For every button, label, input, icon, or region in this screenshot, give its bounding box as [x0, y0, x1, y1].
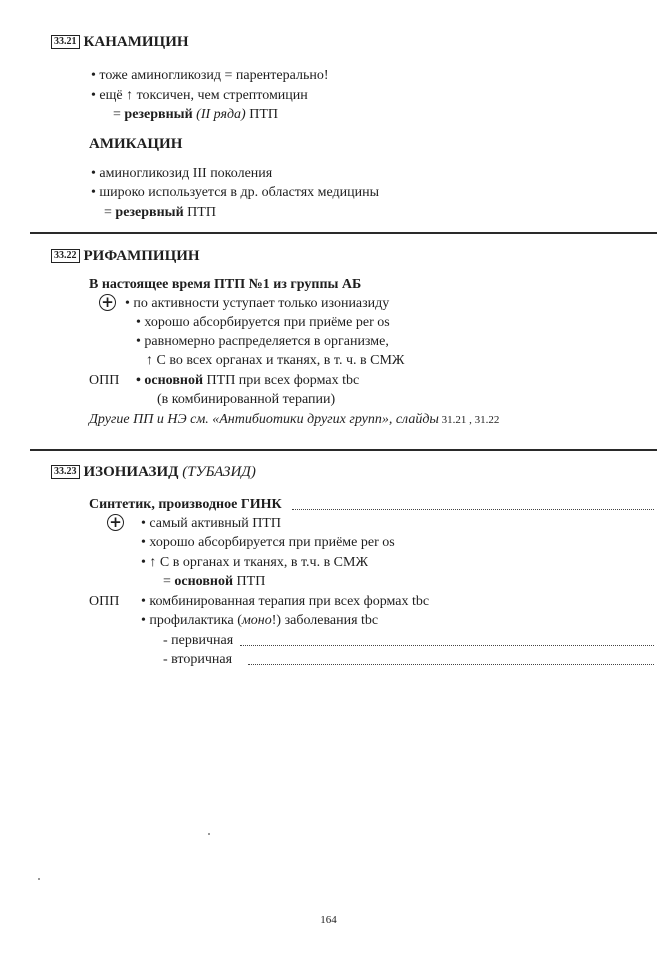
section-title: РИФАМПИЦИН: [83, 248, 200, 264]
second-line-note: (II ряда): [196, 107, 246, 122]
section-number-badge: 33.22: [51, 249, 80, 263]
prophylaxis-text: • профилактика (: [141, 613, 242, 628]
main-label: основной: [174, 574, 234, 589]
rifampicin-combined-therapy: (в комбинированной терапии): [157, 392, 336, 407]
section-title: ИЗОНИАЗИД: [83, 464, 179, 480]
isoniazid-point-4: [163, 574, 265, 590]
indication-text: ПТП при всех формах tbc: [203, 373, 360, 388]
rifampicin-point-2: • хорошо абсорбируется при приёме per os: [136, 315, 390, 330]
section-title: КАНАМИЦИН: [83, 34, 189, 50]
dotted-leader: [292, 509, 654, 510]
section-33-23-heading: [51, 464, 256, 480]
rifampicin-reference: [89, 412, 499, 428]
isoniazid-subtitle: Синтетик, производное ГИНК: [89, 497, 282, 512]
slide-numbers: 31.21 , 31.22: [438, 414, 500, 426]
ptp-label: ПТП: [245, 107, 278, 122]
rifampicin-indication: [136, 373, 359, 389]
opp-label: ОПП: [89, 373, 120, 388]
section-number-badge: 33.23: [51, 465, 80, 479]
opp-label: ОПП: [89, 594, 120, 609]
isoniazid-indication-2: [141, 613, 378, 629]
reserve-label: резервный: [115, 205, 184, 220]
section-divider: [30, 449, 657, 451]
dotted-leader: [240, 645, 654, 646]
section-33-22-heading: [51, 248, 200, 264]
mono-label: моно: [241, 613, 272, 628]
prophylaxis-text-end: !) заболевания tbc: [271, 613, 379, 628]
plus-circle-icon: +: [99, 294, 116, 311]
section-number-badge: 33.21: [51, 35, 80, 49]
amikacin-line-1: • аминогликозид III поколения: [91, 166, 273, 181]
rifampicin-point-4: ↑ С во всех органах и тканях, в т. ч. в СМЖ: [146, 353, 405, 368]
isoniazid-indication-1: • комбинированная терапия при всех формах tbc: [141, 594, 430, 609]
isoniazid-point-1: • самый активный ПТП: [141, 516, 281, 531]
reserve-label: резервный: [124, 107, 193, 122]
page-number: 164: [320, 914, 337, 926]
amikacin-line-3: [104, 205, 216, 221]
main-label: • основной: [136, 373, 204, 388]
amikacin-line-2: • широко используется в др. областях медицины: [91, 185, 380, 200]
ptp-label: ПТП: [233, 574, 266, 589]
isoniazid-primary: - первичная: [163, 633, 234, 648]
reference-text: Другие ПП и НЭ см. «Антибиотики других групп», слайды: [89, 412, 439, 427]
rifampicin-point-3: • равномерно распределяется в организме,: [136, 334, 389, 349]
kanamycin-line-3: [113, 107, 278, 123]
rifampicin-subtitle: В настоящее время ПТП №1 из группы АБ: [89, 277, 362, 292]
equals-sign: =: [113, 107, 125, 122]
section-title-alias: (ТУБАЗИД): [182, 464, 256, 480]
section-33-21-heading: [51, 34, 189, 50]
amikacin-heading: АМИКАЦИН: [89, 136, 183, 152]
kanamycin-line-2: • ещё ↑ токсичен, чем стрептомицин: [91, 88, 308, 103]
isoniazid-point-2: • хорошо абсорбируется при приёме per os: [141, 535, 395, 550]
isoniazid-point-3: • ↑ С в органах и тканях, в т.ч. в СМЖ: [141, 555, 369, 570]
ptp-label: ПТП: [183, 205, 216, 220]
scan-speck: [38, 878, 40, 880]
equals-sign: =: [163, 574, 175, 589]
dotted-leader: [248, 664, 654, 665]
kanamycin-line-1: • тоже аминогликозид = парентерально!: [91, 68, 329, 83]
scan-speck: [208, 833, 210, 835]
section-divider: [30, 232, 657, 234]
isoniazid-secondary: - вторичная: [163, 652, 233, 667]
plus-circle-icon: +: [107, 514, 124, 531]
rifampicin-point-1: • по активности уступает только изониазиду: [125, 296, 390, 311]
equals-sign: =: [104, 205, 116, 220]
